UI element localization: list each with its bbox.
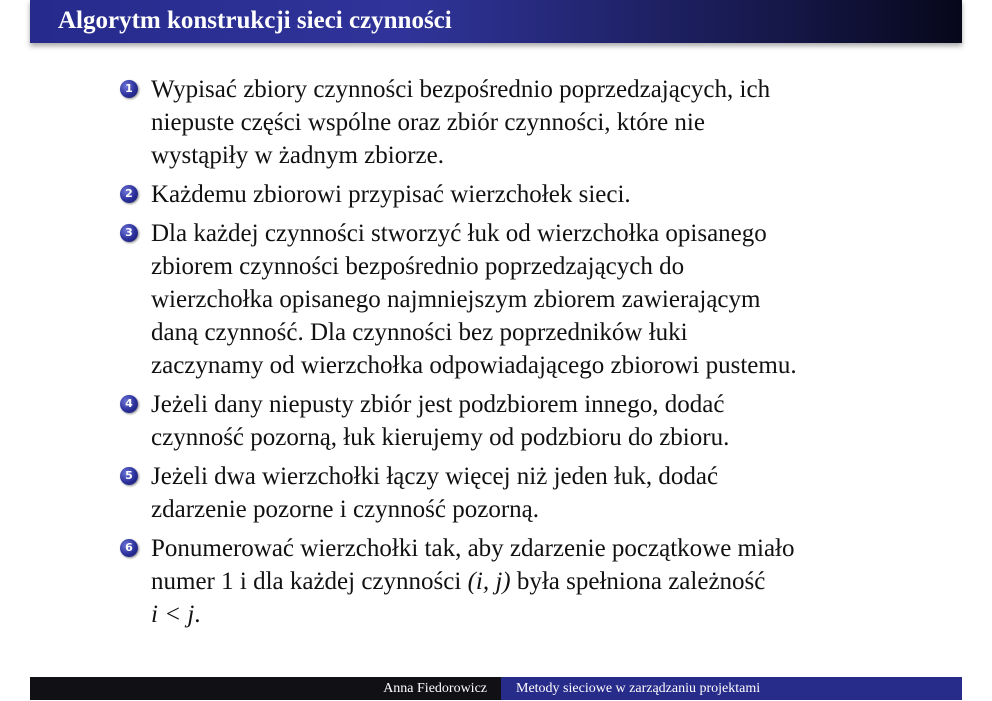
number-bullet-icon: 1 (120, 80, 138, 98)
text-end: . (194, 601, 201, 628)
list-item (120, 73, 900, 172)
list-item (120, 388, 900, 454)
number-bullet-icon: 2 (120, 185, 138, 203)
list-item-text (151, 532, 900, 631)
list-item (120, 532, 900, 631)
list-item-text: Każdemu zbiorowi przypisać wierzchołek sieci. (151, 181, 631, 208)
list-item (120, 217, 900, 382)
math-inequality: i < j (151, 601, 195, 628)
number-bullet-icon: 6 (120, 539, 138, 557)
list-item-text: Dla każdej czynności stworzyć łuk od wierzchołka opisanego zbiorem czynności bezpośrednio poprzedzających do wierzchołka opisanego najmniejszym zbiorem zawierającym daną czynność. Dla czynności bez poprzedników łuki zaczynamy od wierzchołka odpowiadającego zbiorowi pustemu. (151, 220, 797, 379)
list-item-text: Wypisać zbiory czynności bezpośrednio poprzedzających, ich niepuste części wspólne oraz zbiór czynności, które nie wystąpiły w żadnym zbiorze. (151, 76, 771, 169)
number-bullet-icon: 5 (120, 467, 138, 485)
footer-author: Anna Fiedorowicz (30, 677, 501, 700)
list-item-text: Jeżeli dany niepusty zbiór jest podzbiorem innego, dodać czynność pozorną, łuk kierujemy od podzbioru do zbioru. (151, 391, 730, 451)
math-pair: (i, j) (467, 568, 511, 595)
number-bullet-icon: 4 (120, 395, 138, 413)
enumerated-list (120, 73, 900, 637)
number-bullet-icon: 3 (120, 224, 138, 242)
text-middle: była spełniona zależność (516, 568, 766, 595)
list-item (120, 178, 900, 211)
footer-title: Metody sieciowe w zarządzaniu projektami (501, 677, 962, 700)
list-item-text: Jeżeli dwa wierzchołki łączy więcej niż jeden łuk, dodać zdarzenie pozorne i czynność pozorną. (151, 463, 719, 523)
slide-title: Algorytm konstrukcji sieci czynności (58, 7, 452, 34)
text-before: Ponumerować wierzchołki tak, aby zdarzenie początkowe miało numer 1 i dla każdej czynności (151, 535, 795, 595)
slide-header (30, 0, 962, 43)
list-item (120, 460, 900, 526)
